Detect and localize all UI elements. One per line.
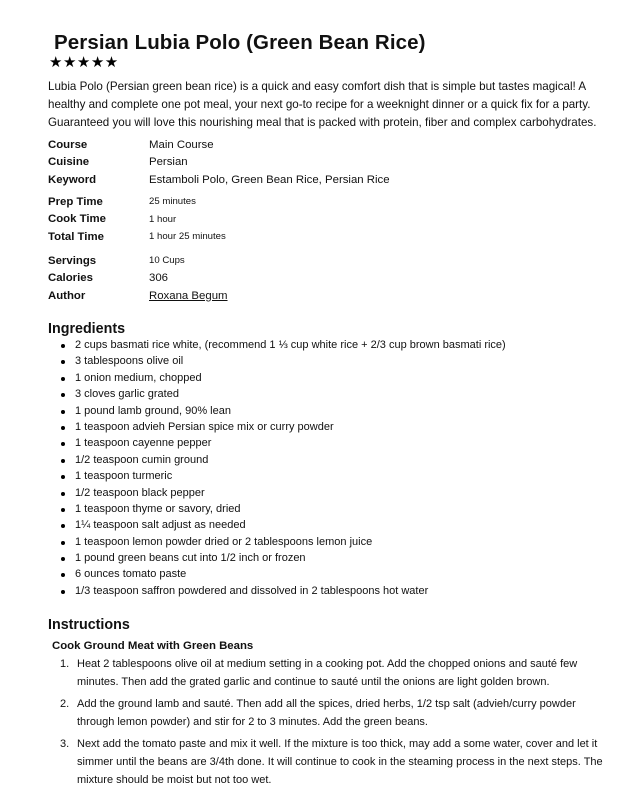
meta-row-author [48,287,228,305]
step-number: 1. [60,658,70,670]
recipe-intro: Lubia Polo (Persian green bean rice) is a quick and easy comfort dish that is simple but tastes magical! A healthy and complete one pot meal, your next go-to recipe for a weeknight dinner or a quick fix for a party. Guaranteed you will love this nourishing meal that is packed with protein, fiber and complex carbohydrates. [48,80,597,129]
meta-label: Author [48,289,86,302]
rating-stars: ★★★★★ [49,54,119,71]
instructions-heading: Instructions [48,617,130,633]
ingredient-item: 6 ounces tomato paste [59,566,619,582]
step-number: 3. [60,738,70,750]
ingredient-item: 1 pound green beans cut into 1/2 inch or frozen [59,550,619,566]
ingredients-heading: Ingredients [48,321,126,337]
ingredient-item: 1/3 teaspoon saffron powdered and dissolved in 2 tablespoons hot water [59,583,619,599]
recipe-meta-times [48,193,226,246]
meta-row-prep-time [48,193,226,211]
meta-label: Keyword [48,173,97,186]
meta-value: 1 hour 25 minutes [149,231,226,243]
recipe-meta-extra [48,252,228,305]
meta-row-cook-time [48,211,226,229]
instruction-step [60,735,615,789]
ingredient-item: 1 teaspoon thyme or savory, dried [59,501,619,517]
ingredient-item: 1 teaspoon lemon powder dried or 2 tablespoons lemon juice [59,534,619,550]
meta-value [149,287,228,305]
meta-row-servings [48,252,228,270]
recipe-title: Persian Lubia Polo (Green Bean Rice) [54,31,426,54]
meta-label: Course [48,138,88,151]
ingredient-item: 1/2 teaspoon cumin ground [59,452,619,468]
ingredient-item: 1¼ teaspoon salt adjust as needed [59,517,619,533]
meta-value: Estamboli Polo, Green Bean Rice, Persian Rice [149,173,390,186]
meta-value: 1 hour [149,213,177,225]
ingredient-item: 1 teaspoon cayenne pepper [59,435,619,451]
ingredient-item: 2 cups basmati rice white, (recommend 1 ⅓ cup white rice + 2/3 cup brown basmati rice) [59,337,619,353]
step-number: 2. [60,698,70,710]
meta-label: Servings [48,254,97,267]
instruction-step [60,655,615,691]
ingredient-item: 1/2 teaspoon black pepper [59,485,619,501]
meta-value: 306 [149,272,169,285]
meta-row-cuisine [48,154,390,172]
ingredient-item: 3 cloves garlic grated [59,386,619,402]
ingredient-item: 1 teaspoon advieh Persian spice mix or curry powder [59,419,619,435]
step-text: Add the ground lamb and sauté. Then add all the spices, dried herbs, 1/2 tsp salt (advieh/curry powder through lemon powder) and stir for 2 to 3 minutes. Add the green beans. [77,698,576,728]
step-text: Heat 2 tablespoons olive oil at medium setting in a cooking pot. Add the chopped onions and sauté few minutes. Then add the grated garlic and continue to sauté until the onions are light golden brown. [77,658,578,688]
meta-label: Total Time [48,230,104,243]
meta-value: 25 minutes [149,196,196,208]
meta-row-keyword [48,171,390,189]
recipe-meta-basic [48,136,390,189]
meta-label: Cuisine [48,156,90,169]
ingredient-item: 1 pound lamb ground, 90% lean [59,403,619,419]
author-link[interactable]: Roxana Begum [149,289,228,302]
step-text: Next add the tomato paste and mix it well. If the mixture is too thick, may add a some water, cover and let it simmer until the beans are 3/4th done. It will continue to cook in the steaming process in the next steps. The mixture should be moist but not too wet. [77,738,603,786]
meta-value: Persian [149,156,188,169]
instructions-steps [60,655,615,793]
instructions-subheading: Cook Ground Meat with Green Beans [52,640,254,652]
meta-value: Main Course [149,138,214,151]
meta-value: 10 Cups [149,255,185,267]
meta-row-course [48,136,390,154]
ingredient-item: 3 tablespoons olive oil [59,353,619,369]
meta-label: Cook Time [48,213,107,226]
meta-label: Prep Time [48,195,103,208]
ingredient-item: 1 teaspoon turmeric [59,468,619,484]
ingredients-list [59,337,619,599]
meta-row-calories [48,270,228,288]
meta-row-total-time [48,228,226,246]
instruction-step [60,695,615,731]
ingredient-item: 1 onion medium, chopped [59,370,619,386]
meta-label: Calories [48,272,93,285]
